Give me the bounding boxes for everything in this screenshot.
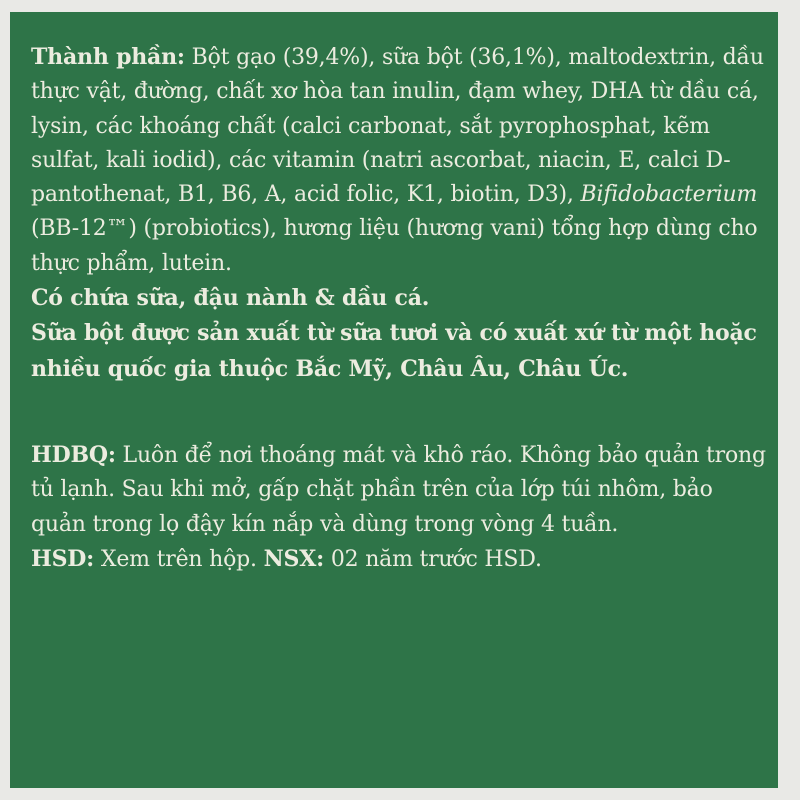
product-label-panel: [10, 12, 778, 788]
storage-heading: HDBQ:: [31, 441, 116, 468]
ingredients-text-part2: (BB-12™) (probiotics), hương liệu (hương vani) tổng hợp dùng cho thực phẩm, lutein.: [31, 216, 758, 276]
nsx-text: 02 năm trước HSD.: [324, 546, 542, 572]
storage-paragraph: [31, 438, 771, 542]
label-text-block: [31, 40, 771, 577]
origin-notice: [31, 316, 771, 387]
hsd-heading: HSD:: [31, 545, 95, 572]
dates-paragraph: [31, 542, 771, 577]
hsd-text: Xem trên hộp.: [94, 546, 264, 572]
storage-text: Luôn để nơi thoáng mát và khô ráo. Không bảo quản trong tủ lạnh. Sau khi mở, gấp chặt phần trên của lớp túi nhôm, bảo quản trong lọ đậy kín nắp và dùng trong vòng 4 tuần.: [31, 442, 766, 537]
ingredients-heading: Thành phần:: [31, 44, 185, 70]
probiotic-name: Bifidobacterium: [580, 182, 758, 208]
nsx-heading: NSX:: [263, 545, 325, 572]
allergen-notice: [31, 281, 771, 316]
ingredients-text-part1: Bột gạo (39,4%), sữa bột (36,1%), maltodextrin, dầu thực vật, đường, chất xơ hòa tan inulin, đạm whey, DHA từ dầu cá, lysin, các khoáng chất (calci carbonat, sắt pyrophosphat, kẽm sulfat, kali iodid), các vitamin (natri ascorbat, niacin, E, calci D-pantothenat, B1, B6, A, acid folic, K1, biotin, D3),: [31, 45, 764, 208]
section-spacer: [31, 387, 771, 438]
ingredients-paragraph: [31, 40, 771, 281]
allergen-notice-text: Có chứa sữa, đậu nành & dầu cá.: [31, 285, 430, 312]
origin-notice-text: Sữa bột được sản xuất từ sữa tươi và có xuất xứ từ một hoặc nhiều quốc gia thuộc Bắc Mỹ, Châu Âu, Châu Úc.: [31, 320, 757, 382]
